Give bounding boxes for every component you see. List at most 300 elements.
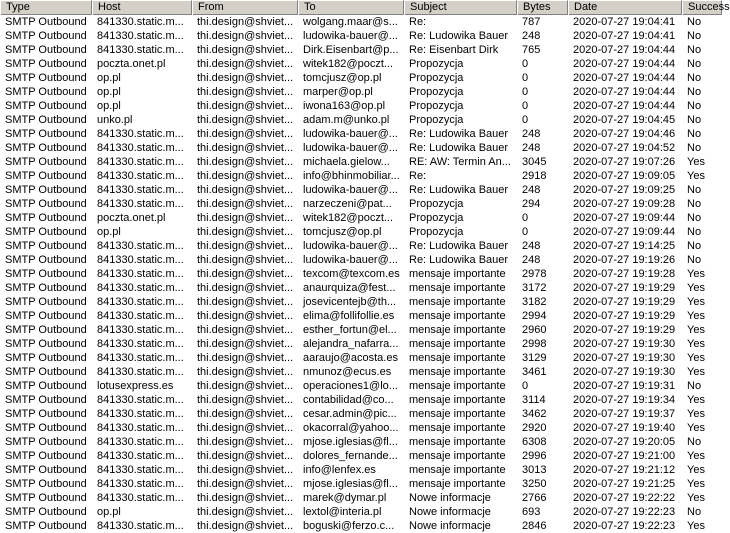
cell-date: 2020-07-27 19:21:00: [573, 450, 676, 462]
cell-bytes: 248: [522, 142, 541, 154]
table-row[interactable]: [0, 141, 722, 155]
cell-date: 2020-07-27 19:04:44: [573, 72, 676, 84]
cell-to: anaurquiza@fest...: [303, 282, 396, 294]
cell-host: 841330.static.m...: [97, 464, 184, 476]
table-row[interactable]: [0, 351, 722, 365]
cell-subject: Re: Ludowika Bauer: [409, 184, 509, 196]
cell-to: marek@dymar.pl: [303, 492, 387, 504]
cell-to: operaciones1@lo...: [303, 380, 398, 392]
cell-bytes: 0: [522, 72, 529, 84]
cell-to: witek182@poczt...: [303, 212, 394, 224]
cell-bytes: 2918: [522, 170, 547, 182]
cell-from: thi.design@shviet...: [197, 352, 294, 364]
cell-bytes: 3013: [522, 464, 547, 476]
cell-to: aaraujo@acosta.es: [303, 352, 398, 364]
cell-to: ludowika-bauer@...: [303, 128, 398, 140]
table-row[interactable]: [0, 435, 722, 449]
cell-date: 2020-07-27 19:07:26: [573, 156, 676, 168]
cell-success: No: [687, 226, 702, 238]
cell-from: thi.design@shviet...: [197, 520, 294, 532]
table-row[interactable]: [0, 463, 722, 477]
cell-to: tomcjusz@op.pl: [303, 72, 382, 84]
cell-date: 2020-07-27 19:04:41: [573, 16, 676, 28]
cell-success: No: [687, 184, 702, 196]
column-header-from[interactable]: From: [192, 0, 298, 15]
cell-bytes: 2996: [522, 450, 547, 462]
cell-host: 841330.static.m...: [97, 352, 184, 364]
cell-date: 2020-07-27 19:19:29: [573, 296, 676, 308]
cell-bytes: 248: [522, 254, 541, 266]
table-row[interactable]: [0, 71, 722, 85]
cell-success: No: [687, 30, 702, 42]
cell-date: 2020-07-27 19:09:44: [573, 226, 676, 238]
cell-to: okacorral@yahoo...: [303, 422, 399, 434]
table-row[interactable]: [0, 15, 722, 29]
cell-subject: mensaje importante: [409, 296, 506, 308]
cell-host: 841330.static.m...: [97, 254, 184, 266]
cell-bytes: 693: [522, 506, 541, 518]
cell-type: SMTP Outbound: [5, 16, 87, 28]
cell-from: thi.design@shviet...: [197, 366, 294, 378]
cell-type: SMTP Outbound: [5, 394, 87, 406]
cell-to: alejandra_nafarra...: [303, 338, 399, 350]
cell-subject: mensaje importante: [409, 422, 506, 434]
cell-from: thi.design@shviet...: [197, 436, 294, 448]
cell-success: No: [687, 198, 702, 210]
cell-bytes: 3182: [522, 296, 547, 308]
table-row[interactable]: [0, 407, 722, 421]
cell-to: lextol@interia.pl: [303, 506, 382, 518]
cell-bytes: 248: [522, 184, 541, 196]
cell-host: 841330.static.m...: [97, 184, 184, 196]
cell-subject: Re: Ludowika Bauer: [409, 240, 509, 252]
cell-date: 2020-07-27 19:04:45: [573, 114, 676, 126]
cell-date: 2020-07-27 19:09:44: [573, 212, 676, 224]
cell-bytes: 248: [522, 30, 541, 42]
cell-success: Yes: [687, 450, 705, 462]
table-row[interactable]: [0, 365, 722, 379]
cell-success: Yes: [687, 310, 705, 322]
cell-date: 2020-07-27 19:19:29: [573, 324, 676, 336]
cell-type: SMTP Outbound: [5, 212, 87, 224]
cell-type: SMTP Outbound: [5, 310, 87, 322]
cell-success: Yes: [687, 282, 705, 294]
cell-from: thi.design@shviet...: [197, 212, 294, 224]
cell-date: 2020-07-27 19:14:25: [573, 240, 676, 252]
cell-host: 841330.static.m...: [97, 170, 184, 182]
cell-subject: Propozycja: [409, 226, 464, 238]
cell-bytes: 3172: [522, 282, 547, 294]
cell-subject: Propozycja: [409, 114, 464, 126]
cell-type: SMTP Outbound: [5, 492, 87, 504]
cell-date: 2020-07-27 19:19:26: [573, 254, 676, 266]
cell-type: SMTP Outbound: [5, 226, 87, 238]
cell-success: No: [687, 44, 702, 56]
table-row[interactable]: [0, 519, 722, 533]
cell-from: thi.design@shviet...: [197, 86, 294, 98]
cell-host: op.pl: [97, 226, 121, 238]
cell-to: mjose.iglesias@fl...: [303, 436, 398, 448]
cell-to: nmunoz@ecus.es: [303, 366, 392, 378]
cell-host: 841330.static.m...: [97, 310, 184, 322]
cell-success: Yes: [687, 352, 705, 364]
cell-subject: mensaje importante: [409, 478, 506, 490]
cell-date: 2020-07-27 19:19:40: [573, 422, 676, 434]
cell-host: 841330.static.m...: [97, 198, 184, 210]
cell-type: SMTP Outbound: [5, 366, 87, 378]
table-row[interactable]: [0, 85, 722, 99]
cell-host: 841330.static.m...: [97, 422, 184, 434]
cell-from: thi.design@shviet...: [197, 422, 294, 434]
cell-from: thi.design@shviet...: [197, 30, 294, 42]
cell-to: Dirk.Eisenbart@p...: [303, 44, 399, 56]
cell-host: 841330.static.m...: [97, 366, 184, 378]
cell-host: 841330.static.m...: [97, 268, 184, 280]
table-row[interactable]: [0, 505, 722, 519]
cell-from: thi.design@shviet...: [197, 408, 294, 420]
cell-subject: RE: AW: Termin An...: [409, 156, 511, 168]
cell-bytes: 3462: [522, 408, 547, 420]
cell-to: tomcjusz@op.pl: [303, 226, 382, 238]
table-row[interactable]: [0, 491, 722, 505]
cell-host: op.pl: [97, 86, 121, 98]
cell-host: op.pl: [97, 100, 121, 112]
cell-type: SMTP Outbound: [5, 142, 87, 154]
cell-from: thi.design@shviet...: [197, 464, 294, 476]
cell-success: No: [687, 142, 702, 154]
cell-from: thi.design@shviet...: [197, 44, 294, 56]
cell-subject: Re:: [409, 170, 427, 182]
table-row[interactable]: [0, 393, 722, 407]
cell-date: 2020-07-27 19:04:44: [573, 44, 676, 56]
table-row[interactable]: [0, 449, 722, 463]
table-row[interactable]: [0, 169, 722, 183]
cell-host: 841330.static.m...: [97, 282, 184, 294]
table-row[interactable]: [0, 127, 722, 141]
cell-type: SMTP Outbound: [5, 324, 87, 336]
cell-to: ludowika-bauer@...: [303, 184, 398, 196]
cell-host: 841330.static.m...: [97, 338, 184, 350]
cell-host: poczta.onet.pl: [97, 212, 166, 224]
table-row[interactable]: [0, 225, 722, 239]
cell-host: poczta.onet.pl: [97, 58, 166, 70]
cell-date: 2020-07-27 19:19:30: [573, 338, 676, 350]
cell-bytes: 787: [522, 16, 541, 28]
cell-bytes: 2960: [522, 324, 547, 336]
cell-to: josevicentejb@th...: [303, 296, 397, 308]
cell-host: 841330.static.m...: [97, 492, 184, 504]
cell-date: 2020-07-27 19:04:44: [573, 86, 676, 98]
cell-subject: Propozycja: [409, 100, 464, 112]
cell-date: 2020-07-27 19:20:05: [573, 436, 676, 448]
cell-to: michaela.gielow...: [303, 156, 390, 168]
table-row[interactable]: [0, 323, 722, 337]
cell-subject: mensaje importante: [409, 282, 506, 294]
cell-success: Yes: [687, 520, 705, 532]
cell-to: ludowika-bauer@...: [303, 30, 398, 42]
cell-bytes: 6308: [522, 436, 547, 448]
cell-subject: Nowe informacje: [409, 520, 491, 532]
cell-type: SMTP Outbound: [5, 86, 87, 98]
cell-date: 2020-07-27 19:04:44: [573, 100, 676, 112]
cell-date: 2020-07-27 19:19:28: [573, 268, 676, 280]
cell-success: No: [687, 114, 702, 126]
cell-subject: mensaje importante: [409, 394, 506, 406]
cell-host: 841330.static.m...: [97, 520, 184, 532]
cell-date: 2020-07-27 19:21:25: [573, 478, 676, 490]
cell-host: 841330.static.m...: [97, 142, 184, 154]
cell-type: SMTP Outbound: [5, 380, 87, 392]
cell-date: 2020-07-27 19:19:29: [573, 310, 676, 322]
cell-host: 841330.static.m...: [97, 44, 184, 56]
table-header: [0, 0, 730, 15]
cell-date: 2020-07-27 19:19:30: [573, 352, 676, 364]
cell-from: thi.design@shviet...: [197, 184, 294, 196]
cell-host: 841330.static.m...: [97, 408, 184, 420]
cell-host: op.pl: [97, 72, 121, 84]
cell-success: No: [687, 128, 702, 140]
cell-from: thi.design@shviet...: [197, 128, 294, 140]
cell-date: 2020-07-27 19:19:30: [573, 366, 676, 378]
cell-subject: mensaje importante: [409, 408, 506, 420]
cell-to: dolores_fernande...: [303, 450, 398, 462]
cell-from: thi.design@shviet...: [197, 268, 294, 280]
cell-host: 841330.static.m...: [97, 16, 184, 28]
cell-success: No: [687, 380, 702, 392]
cell-bytes: 2920: [522, 422, 547, 434]
cell-type: SMTP Outbound: [5, 450, 87, 462]
cell-success: Yes: [687, 170, 705, 182]
cell-success: Yes: [687, 268, 705, 280]
cell-success: No: [687, 100, 702, 112]
table-row[interactable]: [0, 281, 722, 295]
cell-subject: mensaje importante: [409, 436, 506, 448]
table-row[interactable]: [0, 421, 722, 435]
cell-subject: Re: Ludowika Bauer: [409, 30, 509, 42]
cell-to: witek182@poczt...: [303, 58, 394, 70]
cell-from: thi.design@shviet...: [197, 16, 294, 28]
cell-date: 2020-07-27 19:19:29: [573, 282, 676, 294]
cell-type: SMTP Outbound: [5, 114, 87, 126]
cell-from: thi.design@shviet...: [197, 72, 294, 84]
cell-from: thi.design@shviet...: [197, 310, 294, 322]
cell-date: 2020-07-27 19:19:34: [573, 394, 676, 406]
column-header-host[interactable]: Host: [92, 0, 192, 15]
cell-type: SMTP Outbound: [5, 408, 87, 420]
cell-from: thi.design@shviet...: [197, 254, 294, 266]
cell-success: Yes: [687, 492, 705, 504]
cell-type: SMTP Outbound: [5, 30, 87, 42]
cell-success: No: [687, 86, 702, 98]
cell-date: 2020-07-27 19:09:25: [573, 184, 676, 196]
cell-success: Yes: [687, 422, 705, 434]
cell-bytes: 3045: [522, 156, 547, 168]
cell-from: thi.design@shviet...: [197, 506, 294, 518]
table-row[interactable]: [0, 113, 722, 127]
cell-type: SMTP Outbound: [5, 282, 87, 294]
cell-bytes: 2766: [522, 492, 547, 504]
cell-from: thi.design@shviet...: [197, 394, 294, 406]
cell-from: thi.design@shviet...: [197, 478, 294, 490]
cell-date: 2020-07-27 19:04:46: [573, 128, 676, 140]
cell-subject: Re: Ludowika Bauer: [409, 128, 509, 140]
cell-type: SMTP Outbound: [5, 198, 87, 210]
cell-from: thi.design@shviet...: [197, 380, 294, 392]
cell-type: SMTP Outbound: [5, 44, 87, 56]
cell-from: thi.design@shviet...: [197, 282, 294, 294]
cell-subject: Re:: [409, 16, 427, 28]
cell-host: 841330.static.m...: [97, 478, 184, 490]
cell-bytes: 2978: [522, 268, 547, 280]
cell-to: contabilidad@co...: [303, 394, 394, 406]
cell-from: thi.design@shviet...: [197, 100, 294, 112]
cell-to: ludowika-bauer@...: [303, 254, 398, 266]
cell-to: boguski@ferzo.c...: [303, 520, 395, 532]
cell-from: thi.design@shviet...: [197, 142, 294, 154]
cell-host: unko.pl: [97, 114, 133, 126]
table-row[interactable]: [0, 379, 722, 393]
cell-success: Yes: [687, 366, 705, 378]
cell-host: 841330.static.m...: [97, 394, 184, 406]
cell-bytes: 0: [522, 212, 529, 224]
cell-subject: Nowe informacje: [409, 506, 491, 518]
table-row[interactable]: [0, 239, 722, 253]
cell-success: No: [687, 436, 702, 448]
table-row[interactable]: [0, 267, 722, 281]
cell-from: thi.design@shviet...: [197, 156, 294, 168]
cell-type: SMTP Outbound: [5, 352, 87, 364]
cell-subject: Propozycja: [409, 86, 464, 98]
column-header-to[interactable]: To: [298, 0, 404, 15]
cell-date: 2020-07-27 19:09:05: [573, 170, 676, 182]
cell-to: info@lenfex.es: [303, 464, 376, 476]
cell-bytes: 294: [522, 198, 541, 210]
table-body: [0, 15, 722, 533]
cell-to: texcom@texcom.es: [303, 268, 400, 280]
cell-host: 841330.static.m...: [97, 324, 184, 336]
table-row[interactable]: [0, 197, 722, 211]
cell-to: wolgang.maar@s...: [303, 16, 398, 28]
cell-type: SMTP Outbound: [5, 240, 87, 252]
cell-success: No: [687, 16, 702, 28]
cell-from: thi.design@shviet...: [197, 198, 294, 210]
column-header-date[interactable]: Date: [568, 0, 682, 15]
cell-bytes: 0: [522, 380, 529, 392]
cell-type: SMTP Outbound: [5, 128, 87, 140]
column-header-bytes[interactable]: Bytes: [517, 0, 568, 15]
cell-host: 841330.static.m...: [97, 436, 184, 448]
column-header-subject[interactable]: Subject: [404, 0, 517, 15]
table-row[interactable]: [0, 295, 722, 309]
cell-to: adam.m@unko.pl: [303, 114, 390, 126]
cell-date: 2020-07-27 19:19:31: [573, 380, 676, 392]
cell-success: No: [687, 72, 702, 84]
table-row[interactable]: [0, 183, 722, 197]
table-row[interactable]: [0, 309, 722, 323]
cell-from: thi.design@shviet...: [197, 170, 294, 182]
table-row[interactable]: [0, 155, 722, 169]
cell-bytes: 248: [522, 128, 541, 140]
cell-type: SMTP Outbound: [5, 520, 87, 532]
cell-bytes: 0: [522, 100, 529, 112]
cell-date: 2020-07-27 19:21:12: [573, 464, 676, 476]
cell-to: iwona163@op.pl: [303, 100, 386, 112]
cell-type: SMTP Outbound: [5, 268, 87, 280]
cell-success: No: [687, 506, 702, 518]
cell-success: Yes: [687, 324, 705, 336]
table-row[interactable]: [0, 43, 722, 57]
cell-subject: mensaje importante: [409, 366, 506, 378]
cell-from: thi.design@shviet...: [197, 338, 294, 350]
cell-from: thi.design@shviet...: [197, 492, 294, 504]
cell-success: Yes: [687, 394, 705, 406]
cell-type: SMTP Outbound: [5, 464, 87, 476]
cell-bytes: 3129: [522, 352, 547, 364]
cell-host: 841330.static.m...: [97, 128, 184, 140]
cell-subject: mensaje importante: [409, 338, 506, 350]
table-row[interactable]: [0, 57, 722, 71]
cell-from: thi.design@shviet...: [197, 296, 294, 308]
cell-subject: Propozycja: [409, 198, 464, 210]
cell-subject: Propozycja: [409, 212, 464, 224]
table-row[interactable]: [0, 99, 722, 113]
cell-to: info@bhinmobiliar...: [303, 170, 400, 182]
cell-date: 2020-07-27 19:04:52: [573, 142, 676, 154]
cell-to: narzeczeni@pat...: [303, 198, 392, 210]
cell-to: esther_fortun@el...: [303, 324, 397, 336]
column-header-type[interactable]: Type: [0, 0, 92, 15]
cell-subject: mensaje importante: [409, 352, 506, 364]
cell-host: 841330.static.m...: [97, 156, 184, 168]
cell-bytes: 0: [522, 226, 529, 238]
cell-subject: mensaje importante: [409, 324, 506, 336]
cell-type: SMTP Outbound: [5, 296, 87, 308]
cell-subject: Nowe informacje: [409, 492, 491, 504]
cell-type: SMTP Outbound: [5, 100, 87, 112]
cell-subject: mensaje importante: [409, 380, 506, 392]
cell-to: mjose.iglesias@fl...: [303, 478, 398, 490]
cell-from: thi.design@shviet...: [197, 114, 294, 126]
cell-type: SMTP Outbound: [5, 422, 87, 434]
cell-success: Yes: [687, 408, 705, 420]
cell-type: SMTP Outbound: [5, 184, 87, 196]
table-row[interactable]: [0, 211, 722, 225]
cell-type: SMTP Outbound: [5, 506, 87, 518]
table-row[interactable]: [0, 477, 722, 491]
cell-bytes: 2998: [522, 338, 547, 350]
table-row[interactable]: [0, 337, 722, 351]
cell-from: thi.design@shviet...: [197, 450, 294, 462]
cell-type: SMTP Outbound: [5, 436, 87, 448]
cell-success: Yes: [687, 464, 705, 476]
cell-date: 2020-07-27 19:22:23: [573, 520, 676, 532]
cell-date: 2020-07-27 19:19:37: [573, 408, 676, 420]
cell-from: thi.design@shviet...: [197, 226, 294, 238]
cell-bytes: 2846: [522, 520, 547, 532]
cell-date: 2020-07-27 19:22:22: [573, 492, 676, 504]
column-header-success[interactable]: Success: [682, 0, 722, 15]
table-row[interactable]: [0, 29, 722, 43]
cell-success: No: [687, 212, 702, 224]
cell-host: 841330.static.m...: [97, 296, 184, 308]
cell-bytes: 0: [522, 86, 529, 98]
cell-subject: Re: Ludowika Bauer: [409, 254, 509, 266]
cell-bytes: 3250: [522, 478, 547, 490]
cell-success: Yes: [687, 156, 705, 168]
cell-bytes: 248: [522, 240, 541, 252]
table-row[interactable]: [0, 253, 722, 267]
cell-success: Yes: [687, 296, 705, 308]
